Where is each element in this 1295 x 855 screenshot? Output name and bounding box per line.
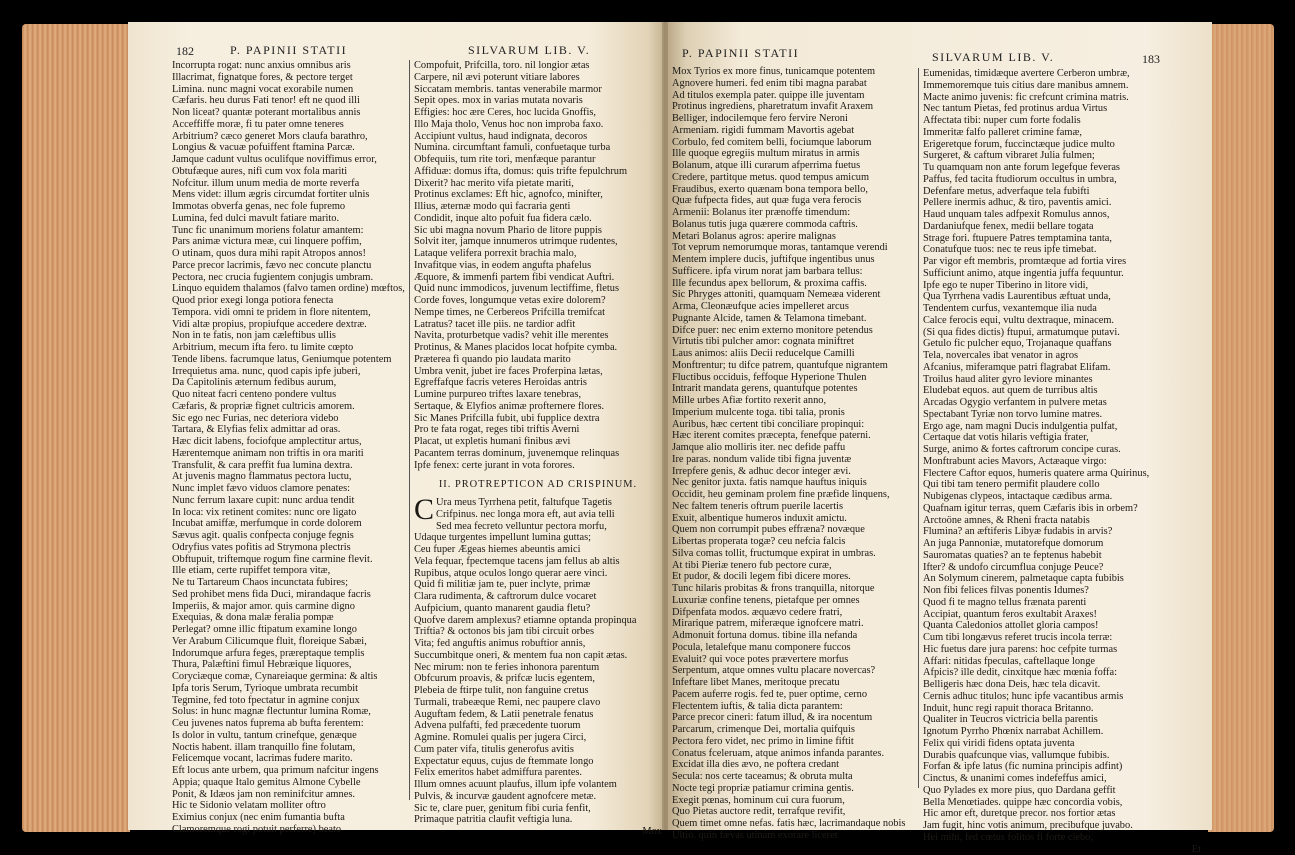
text-line: Nec mirum: non te feries inhonora parentum: [414, 662, 662, 674]
text-line: (Si qua fides dictis) ftupui, armatumque putavi.: [923, 327, 1201, 339]
left-column-1: [172, 60, 410, 812]
text-line: Bolanus tutis juga quærere commoda caftris.: [672, 219, 920, 231]
column-rule: [409, 60, 410, 800]
text-line: Pugnante Alcide, tamen & Telamona timebant.: [672, 313, 920, 325]
text-line: Quo Pietas auctore redit, terrafque revifit,: [672, 806, 920, 818]
text-line: Nubigenas clypeos, intactaque cædibus arma.: [923, 491, 1201, 503]
text-line: Libertas properata togæ? ceu nefcia falcis: [672, 536, 920, 548]
text-line: Lataque velifera porrexit brachia malo,: [414, 248, 662, 260]
text-line: Pellere inermis adhuc, & tiro, paventis amici.: [923, 197, 1201, 209]
text-line: Parce precor cineri: fatum illud, & ira nocentum: [672, 712, 920, 724]
text-line: Affari: nitidas fpeculas, caftellaque longe: [923, 656, 1201, 668]
text-line: Armenii: Bolanus iter prænoffe timendum:: [672, 207, 920, 219]
text-line: Carpere, nil ævi poterunt vitiare labores: [414, 72, 662, 84]
text-line: Mirarique patrem, miferæque ignofcere matri.: [672, 618, 920, 630]
text-line: Sed prohibet mens fida Duci, mirandaque facris: [172, 589, 410, 601]
text-line: Jam fugit, hinc votis animum, precibufque juvabo.: [923, 820, 1201, 832]
text-line: Ceu fuper Ægeas hiemes abeuntis amici: [414, 544, 662, 556]
text-line: Eft locus ante urbem, qua primum nafcitur ingens: [172, 765, 410, 777]
text-line: Incubat amiffæ, merfumque in corde dolorem: [172, 518, 410, 530]
text-line: Corde foves, longumque vetas exire dolorem?: [414, 295, 662, 307]
text-line: Obtufæque aures, nifi cum vox fola mariti: [172, 166, 410, 178]
text-line: Agmine. Romulei qualis per jugera Circi,: [414, 732, 662, 744]
text-line: Sauromatas quaties? an te feptenus habebit: [923, 550, 1201, 562]
text-line: Auribus, hæc certent tibi conciliare propinqui:: [672, 419, 920, 431]
text-line: Vidi altæ propius, propiufque accedere dextræ.: [172, 319, 410, 331]
text-line: Egreffafque facris veteres Heroidas antris: [414, 377, 662, 389]
text-line: Monftrabunt acies Mavors, Actæaque virgo:: [923, 456, 1201, 468]
book-gutter: [662, 22, 668, 830]
text-line: Non fibi felices filvas ponentis Idumes?: [923, 585, 1201, 597]
text-line: Imperiis, & major amor. quis carmine digno: [172, 601, 410, 613]
text-line: Sufficiunt animo, atque ingentia juffa fequuntur.: [923, 268, 1201, 280]
left-running-head-a: P. PAPINII STATII: [230, 43, 347, 58]
text-line: Macte animo juvenis: fic crefcunt crimina matris.: [923, 92, 1201, 104]
text-line: Cæfaris, & propriæ fignet cultricis amorem.: [172, 401, 410, 413]
text-line: Coryciæque comæ, Cynareiaque germina: & altis: [172, 671, 410, 683]
text-line: Quafnam igitur terras, quem Cæfaris ibis in orbem?: [923, 503, 1201, 515]
text-line: Secula: nos certe taceamus; & obruta multa: [672, 771, 920, 783]
text-line: Difce puer: nec enim externo monitore petendus: [672, 325, 920, 337]
text-line: Sic ego nec Furias, nec deteriora videbo: [172, 413, 410, 425]
text-line: Excidat illa dies ævo, ne poftera credant: [672, 759, 920, 771]
text-line: At tibi Pieriæ tenero fub pectore curæ,: [672, 560, 920, 572]
text-line: Compofuit, Prifcilla, toro. nil longior ætas: [414, 60, 662, 72]
text-line: Accipiunt vultus, haud indignata, decoros: [414, 131, 662, 143]
text-line: Paffus, fed tacita ftudiorum occultus in umbra,: [923, 174, 1201, 186]
text-line: Afcanius, miferamque patri flagrabat Elifam.: [923, 362, 1201, 374]
text-line: Nunc ferrum laxare cupit: nunc ardua tendit: [172, 495, 410, 507]
text-line: Conatufque tuos: nec te reus ipfe timebat.: [923, 244, 1201, 256]
text-line: Tu quamquam non ante forum legefque feveras: [923, 162, 1201, 174]
text-line: Occidit, heu geminam prolem fine præfide linquens,: [672, 489, 920, 501]
text-line: Sævus agit. qualis confpecta conjuge fegnis: [172, 530, 410, 542]
text-line: Illo Maja tholo, Venus hoc non improba faxo.: [414, 119, 662, 131]
text-line: Eximius conjux (nec enim fumantia bufta: [172, 812, 410, 824]
text-line: Fluctibus occiduis, feffoque Hyperione Thulen: [672, 372, 920, 384]
text-line: Induit, hunc regi rapuit thoraca Britanno.: [923, 703, 1201, 715]
text-line: Pacem auferre rogis. fed te, puer optime, cerno: [672, 689, 920, 701]
text-line: Pro te fata rogat, reges tibi triftis Averni: [414, 424, 662, 436]
text-line: Limina. nunc magni vocat exorabile numen: [172, 84, 410, 96]
text-line: Linquo equidem thalamos (falvo tamen ordine) mœftos,: [172, 283, 410, 295]
text-line: Eludebat equos. aut quem de turribus altis: [923, 385, 1201, 397]
text-line: Solvit iter, jamque innumeros utrimque rudentes,: [414, 236, 662, 248]
text-line: Getulo fic pulcher equo, Trojanaque quaffans: [923, 338, 1201, 350]
text-line: Agnovere humeri. fed enim tibi magna parabat: [672, 78, 920, 90]
poem-title: II. PROTREPTICON AD CRISPINUM.: [414, 479, 662, 491]
text-line: Nempe times, ne Cerbereos Prifcilla tremifcat: [414, 307, 662, 319]
text-line: Troilus haud aliter gyro leviore minantes: [923, 374, 1201, 386]
text-line: Spectabant Tyriæ non torvo lumine matres.: [923, 409, 1201, 421]
right-running-head-b: SILVARUM LIB. V.: [932, 50, 1054, 65]
text-line: Ire paras. nondum valide tibi figna juventæ: [672, 454, 920, 466]
text-line: Numina. circumftant famuli, confuetaque turba: [414, 142, 662, 154]
text-line: Quod prior exegi longa potiora fenecta: [172, 295, 410, 307]
text-line: Ver Arabum Cilicumque fluit, floreique Sabæi,: [172, 636, 410, 648]
text-line: Intrarit mandata gerens, quantufque potentes: [672, 383, 920, 395]
text-line: Tela, novercales ibat venator in agros: [923, 350, 1201, 362]
text-line: Ad titulos exempla pater. quippe ille juventam: [672, 90, 920, 102]
text-line: Quem non corrumpit pubes effræna? novæque: [672, 524, 920, 536]
text-line: Pars animæ victura meæ, cui linquere poffim,: [172, 236, 410, 248]
catchword: Et: [923, 844, 1201, 855]
text-line: Ura meus Tyrrhena petit, faltufque Tagetis: [414, 497, 662, 509]
text-line: Crifpinus. nec longa mora eft, aut avia telli: [414, 509, 662, 521]
text-line: Immeritæ falfo palleret crimine famæ,: [923, 127, 1201, 139]
text-line: Incorrupta rogat: nunc anxius omnibus aris: [172, 60, 410, 72]
text-line: Is dolor in vultu, tantum crinefque, genæque: [172, 730, 410, 742]
text-line: Invafitque vias, in eodem angufta phafelus: [414, 260, 662, 272]
text-line: Non liceat? quantæ poterant mortalibus annis: [172, 107, 410, 119]
text-line: Ignotum Pyrrho Phœnix narrabat Achillem.: [923, 726, 1201, 738]
drop-capital: C: [414, 497, 434, 523]
text-line: Turmali, trabeæque Remi, nec paupere clavo: [414, 697, 662, 709]
text-line: Æquore, & immenfi partem fibi vendicat Auftri.: [414, 272, 662, 284]
text-line: Plebeia de ftirpe tulit, non fanguine cretus: [414, 685, 662, 697]
text-line: Quanta Caledonios attollet gloria campos!: [923, 620, 1201, 632]
text-line: Non in te fatis, non jam cæleftibus ullis: [172, 330, 410, 342]
text-line: Quo Pylades ex more pius, quo Dardana geffit: [923, 785, 1201, 797]
text-line: Obfcurum proavis, & prifcæ lucis egentem,: [414, 673, 662, 685]
text-line: Defenfare metus, adverfaque tela fubifti: [923, 186, 1201, 198]
text-line: Qua Tyrrhena vadis Laurentibus æftuat unda,: [923, 291, 1201, 303]
text-line: Tendentem curfus, vexantemque ilia nuda: [923, 303, 1201, 315]
text-line: Dardaniufque fenex, medii bellare togata: [923, 221, 1201, 233]
right-folio: 183: [1142, 52, 1160, 67]
text-line: Mille urbes Afiæ fortito rexerit anno,: [672, 395, 920, 407]
text-line: Hic fuetus dare jura parens: hoc cefpite turmas: [923, 644, 1201, 656]
text-line: Jamque cadunt vultus oculifque noviffimus error,: [172, 154, 410, 166]
text-line: Tot veprum nemorumque moras, tantamque verendi: [672, 242, 920, 254]
catchword: Mox: [414, 826, 662, 838]
text-line: Corbulo, fed comitem belli, fociumque laborum: [672, 137, 920, 149]
text-line: Jamque alio molliris iter. nec defide paffu: [672, 442, 920, 454]
text-line: Transfulit, & cara preffit fua lumina dextra.: [172, 460, 410, 472]
text-line: Fraudibus, exerto quænam bona tempora bello,: [672, 184, 920, 196]
text-line: Qualiter in Teucros victricia bella parentis: [923, 714, 1201, 726]
text-line: Arma, Cleonæufque acies impelleret arcus: [672, 301, 920, 313]
text-line: Ille etiam, certe rupiffet tempora vitæ,: [172, 565, 410, 577]
text-line: Nec genitor juxta. fatis namque hauftus iniquis: [672, 477, 920, 489]
text-line: Armeniam. rigidi fummam Mavortis agebat: [672, 125, 920, 137]
text-line: Laus animos: aliis Decii reducelque Camilli: [672, 348, 920, 360]
text-line: Monftrentur; tu difce patrem, quantufque nigrantem: [672, 360, 920, 372]
text-line: Surgeret, & caftum vibraret Julia fulmen;: [923, 150, 1201, 162]
text-line: Pacantem terras dominum, juvenemque relinquas: [414, 448, 662, 460]
text-line: Rupibus, atque oculos longo querar aere vinci.: [414, 568, 662, 580]
text-line: Præterea fi quando pio laudata marito: [414, 354, 662, 366]
text-line: Quid nunc immodicos, juvenum lectiffime, fletus: [414, 283, 662, 295]
text-line: Aufpicium, quanto manarent gaudia fletu?: [414, 603, 662, 615]
text-line: Quid fi militiæ jam te, puer inclyte, primæ: [414, 579, 662, 591]
text-line: Strage fori. ftupuere Patres temptamina tanta,: [923, 233, 1201, 245]
text-line: Sertaque, & Elyfios animæ profternere flores.: [414, 401, 662, 413]
text-line: Certaque dat votis hilaris veftigia frater,: [923, 432, 1201, 444]
text-line: Parcarum, crimenque Dei, mortalia quifquis: [672, 724, 920, 736]
text-line: Infeftare libet Manes, meritoque precatu: [672, 677, 920, 689]
text-line: Advena pulfafti, fed præcedente tuorum: [414, 720, 662, 732]
text-line: Ultio. quin fævas utinam exorare liceret: [672, 830, 920, 842]
text-line: Tende libens. facrumque latus, Geniumque potentem: [172, 354, 410, 366]
text-line: Quod fi te magno tellus frænata parenti: [923, 597, 1201, 609]
text-line: Quem timet omne nefas. fatis hæc, lacrimandaque nobis: [672, 818, 920, 830]
text-line: Ifter? & undofo circumflua conjuge Peuce?: [923, 562, 1201, 574]
text-line: Affectata tibi: nuper cum forte fodalis: [923, 115, 1201, 127]
text-line: Cernis adhuc titulos; hunc ipfe vacantibus armis: [923, 691, 1201, 703]
text-line: Indorumque arfura feges, præreptaque templis: [172, 648, 410, 660]
text-line: Siccatam membris. tantas venerabile marmor: [414, 84, 662, 96]
text-line: Quofve darem amplexus? etiamne optanda propinqua: [414, 615, 662, 627]
text-line: Acceffiffe moræ, fi tu pater omne teneres: [172, 119, 410, 131]
text-line: Belligeris hæc dona Deis, hæc tela dicavit.: [923, 679, 1201, 691]
text-line: Metari Bolanus agros: aperire malignas: [672, 231, 920, 243]
text-line: Felix emeritos habet admiffura parentes.: [414, 767, 662, 779]
text-line: Affiduæ: domus ifta, domus: quis trifte fepulchrum: [414, 166, 662, 178]
right-column-1: [672, 66, 920, 818]
text-line: Tunc hilaris probitas & frons tranquilla, nitorque: [672, 583, 920, 595]
text-line: Exegit pœnas, hominum cui cura fuorum,: [672, 795, 920, 807]
text-line: Cum pater vifa, titulis generofus avitis: [414, 744, 662, 756]
text-line: Serpentum, atque omnes vultu placare novercas?: [672, 665, 920, 677]
text-line: Virtutis tibi pulcher amor: cognata miniftret: [672, 336, 920, 348]
text-line: Tegmine, fed toto fpectatur in agmine conjux: [172, 695, 410, 707]
text-line: Lumina, fed dulci mavult fatiare marito.: [172, 213, 410, 225]
text-line: Immemoremque tuis citius dare manibus amnem.: [923, 80, 1201, 92]
text-line: Sic Phryges attoniti, quamquam Nemeæa viderent: [672, 289, 920, 301]
text-line: Expectatur equus, cujus de ftemmate longo: [414, 756, 662, 768]
text-line: Appia; quaque Italo gemitus Almone Cybelle: [172, 777, 410, 789]
text-line: Sic ubi magna novum Phario de litore puppis: [414, 225, 662, 237]
text-line: Tunc fic unanimum moriens folatur amantem:: [172, 225, 410, 237]
text-line: Belliger, indocilemque fero fervire Neroni: [672, 113, 920, 125]
text-line: Noctis habent. illam tranquillo fine folutam,: [172, 742, 410, 754]
text-line: In loca: vix retinent comites: nunc ore ligato: [172, 507, 410, 519]
left-folio: 182: [176, 44, 194, 59]
text-line: O utinam, quos dura mihi rapit Atropos annos!: [172, 248, 410, 260]
text-line: Eumenidas, timidæque avertere Cerberon umbræ,: [923, 68, 1201, 80]
text-line: Odryfius vates pofitis ad Strymona plectris: [172, 542, 410, 554]
text-line: Vela fequar, fpectemque tacens jam fellus ab altis: [414, 556, 662, 568]
text-line: Auguftam fedem, & Latii penetrale fenatus: [414, 709, 662, 721]
text-line: At juvenis magno flammatus pectora luctu,: [172, 471, 410, 483]
text-line: Arbitrium? cæco generet Mors claufa barathro,: [172, 131, 410, 143]
text-line: Obftupuit, triftemque rogum fine carmine flevit.: [172, 554, 410, 566]
text-line: Luxuriæ confine tenens, pietafque per omnes: [672, 595, 920, 607]
text-line: Hæc iterent comites præcepta, fenefque paterni.: [672, 430, 920, 442]
text-line: Perlegat? omne illic ftipatum examine longo: [172, 624, 410, 636]
text-line: Ergo age, nam magni Ducis indulgentia pulfat,: [923, 421, 1201, 433]
text-line: Accipiat, quantum feros exultabit Araxes!: [923, 609, 1201, 621]
text-line: Ille quoque egregiis multum miratus in armis: [672, 148, 920, 160]
text-line: Imperium mulcente toga. tibi talia, pronis: [672, 407, 920, 419]
text-line: Arcadas Ogygio verfantem in pulvere metas: [923, 397, 1201, 409]
text-line: Hic te Sidonio velatam molliter oftro: [172, 800, 410, 812]
text-line: Ipfa toris Serum, Tyrioque umbrata recumbit: [172, 683, 410, 695]
text-line: Nec tantum Pietas, fed protinus ardua Virtus: [923, 103, 1201, 115]
text-line: Immotas obverfa genas, nec fole fupremo: [172, 201, 410, 213]
text-line: Sed mea fecreto velluntur pectora morfu,: [414, 521, 662, 533]
text-line: Qui tibi tam tenero permifit plaudere collo: [923, 479, 1201, 491]
text-line: Nunc implet fævo viduos clamore penates:: [172, 483, 410, 495]
text-line: Placat, ut expletis humani finibus ævi: [414, 436, 662, 448]
text-line: Irrequietus ama. nunc, quod capis ipfe juberi,: [172, 366, 410, 378]
text-line: Flectentem iuftis, & talia dicta parantem:: [672, 701, 920, 713]
text-line: Forfan & ipfe latus (fic numina principis adfint): [923, 761, 1201, 773]
text-line: An juga Pannoniæ, mutatorefque domorum: [923, 538, 1201, 550]
text-line: Pectora fero videt, nec primo in limine fiftit: [672, 736, 920, 748]
text-line: Hic amor eft, duretque precor. nos fortior ætas: [923, 808, 1201, 820]
text-line: Cinctus, & unanimi comes indefeffus amici,: [923, 773, 1201, 785]
text-line: Illius, æternæ modo qui facraria genti: [414, 201, 662, 213]
left-page-edges: [22, 24, 130, 832]
text-line: Nec faltem teneris oftrum puerile lacertis: [672, 501, 920, 513]
text-line: Tempora. vidi omni te pridem in flore nitentem,: [172, 307, 410, 319]
text-line: Effigies: hoc ære Ceres, hoc lucida Gnoffis,: [414, 107, 662, 119]
text-line: Hæc dicit labens, fociofque amplectitur artus,: [172, 436, 410, 448]
text-line: Pulvis, & incurvæ gaudent agnofcere metæ.: [414, 791, 662, 803]
text-line: Primaque patritia claufit veftigia luna.: [414, 814, 662, 826]
text-line: Evaluit? qui voce potes prævertere morfus: [672, 654, 920, 666]
text-line: Exequias, & dona malæ feralia pompæ: [172, 612, 410, 624]
text-line: Erigeretque forum, fuccinctæque judice multo: [923, 139, 1201, 151]
text-line: Silva comas tollit, fructumque expirat in umbras.: [672, 548, 920, 560]
text-line: Protinus exclames: Eft hic, agnofco, minifter,: [414, 189, 662, 201]
text-line: Par vigor eft membris, promtæque ad fortia vires: [923, 256, 1201, 268]
text-line: An Solymum cinerem, palmetaque capta fubibis: [923, 573, 1201, 585]
text-line: Navita, proturbetque vadis? vehit ille merentes: [414, 330, 662, 342]
text-line: Ipfe ego te nuper Tiberino in litore vidi,: [923, 280, 1201, 292]
text-line: Umbra venit, jubet ire faces Proferpina lætas,: [414, 366, 662, 378]
text-line: Felix qui viridi fidens optata juventa: [923, 738, 1201, 750]
text-line: Illum omnes acuunt plaufus, illum ipfe volantem: [414, 779, 662, 791]
text-line: Quo niteat facri centeno pondere vultus: [172, 389, 410, 401]
left-column-2: [414, 60, 662, 820]
text-line: Mens videt: illum ægris circumdat fortiter ulnis: [172, 189, 410, 201]
text-line: Sufficere. ipfa virum norat jam barbara tellus:: [672, 266, 920, 278]
text-line: Protinus ingrediens, pharetratum invafit Araxem: [672, 101, 920, 113]
text-line: Hei mihi, fed cœtus folitos fi forte ciebo,: [923, 832, 1201, 844]
text-line: Clara rudimenta, & caftrorum dulce vocaret: [414, 591, 662, 603]
text-line: Udaque turgentes impellunt lumina guttas;: [414, 532, 662, 544]
text-line: Nofcitur. illum unum media de morte reverfa: [172, 178, 410, 190]
text-line: Pocula, letalefque manu componere fuccos: [672, 642, 920, 654]
left-running-head-b: SILVARUM LIB. V.: [468, 43, 590, 58]
text-line: Sic Manes Prifcilla fubit, ubi fupplice dextra: [414, 413, 662, 425]
text-line: Sic te, clare puer, genitum fibi curia fenfit,: [414, 803, 662, 815]
text-line: Bolanum, atque illi curarum afperrima fuetus: [672, 160, 920, 172]
text-line: Tartara, & Elyfias felix admittar ad oras.: [172, 424, 410, 436]
right-page-edges: [1208, 24, 1274, 832]
text-line: Arbitrium, mecum ifta fero. tu limite cœpto: [172, 342, 410, 354]
right-running-head-a: P. PAPINII STATII: [682, 46, 799, 61]
text-line: Afpicis? ille dedit, cinxitque hæc mœnia foffa:: [923, 667, 1201, 679]
text-line: Bella Menœtiades. quippe hæc concordia vobis,: [923, 797, 1201, 809]
text-line: Condidit, inque alto pofuit fua fidera cælo.: [414, 213, 662, 225]
text-line: Conatus fceleruam, atque animos infanda parantes.: [672, 748, 920, 760]
text-line: Irrepfere genis, & adhuc decor integer ævi.: [672, 466, 920, 478]
text-line: Haud unquam tales adfpexit Romulus annos,: [923, 209, 1201, 221]
text-line: Obfequiis, tum rite tori, menfæque parantur: [414, 154, 662, 166]
text-line: Arctoöne amnes, & Rheni fracta natabis: [923, 515, 1201, 527]
text-line: Clamoremque rogi potuit perferre) beato: [172, 824, 410, 836]
text-line: Cæfaris. heu durus Fati tenor! eft ne quod illi: [172, 95, 410, 107]
text-line: Triftia? & octonos bis jam tibi circuit orbes: [414, 626, 662, 638]
text-line: Exuit, albentique humeros induxit amictu.: [672, 513, 920, 525]
text-line: Hærentemque animam non triftis in ora mariti: [172, 448, 410, 460]
text-line: Felicemque vocant, lacrimas fudere marito.: [172, 753, 410, 765]
text-line: Mox Tyrios ex more finus, tunicamque potentem: [672, 66, 920, 78]
text-line: Thura, Palæftini fimul Hebræique liquores,: [172, 659, 410, 671]
text-line: Nocte tegi propriæ patiamur crimina gentis.: [672, 783, 920, 795]
text-line: Latratus? tacet ille piis. ne tardior adfit: [414, 319, 662, 331]
text-line: Durabis quafcunque vias, vallumque fubibis.: [923, 750, 1201, 762]
text-line: Admonuit fortuna domus. tibine illa nefanda: [672, 630, 920, 642]
text-line: Protinus, & Manes placidos locat hofpite cymba.: [414, 342, 662, 354]
text-line: Pectora, nec crucia fugientem conjugis umbram.: [172, 272, 410, 284]
text-line: Surge, animo & fortes caftrorum concipe curas.: [923, 444, 1201, 456]
text-line: Solus: in hunc magnæ flectuntur lumina Romæ,: [172, 706, 410, 718]
text-line: Mentem implere ducis, juftifque ingentibus unus: [672, 254, 920, 266]
text-line: Flumina? an æftiferis Libyæ fudabis in arvis?: [923, 526, 1201, 538]
text-line: Flectere Caftor equos, humeris quatere arma Quirinus,: [923, 468, 1201, 480]
text-line: Credere, partitque metus. quod tempus amicum: [672, 172, 920, 184]
text-line: Cum tibi longævus referet trucis incola terræ:: [923, 632, 1201, 644]
text-line: Calce ferocis equi, vultu dextraque, minacem.: [923, 315, 1201, 327]
text-line: Ille fecundus apex bellorum, & proxima caffis.: [672, 278, 920, 290]
text-line: Ceu juvenes natos fuprema ab bufta ferentem:: [172, 718, 410, 730]
text-line: Illacrimat, fignatque fores, & pectore terget: [172, 72, 410, 84]
text-line: Ne tu Tartareum Chaos incunctata fubires;: [172, 577, 410, 589]
text-line: Sepit opes. mox in varias mutata novaris: [414, 95, 662, 107]
text-line: Ipfe fenex: certe jurant in vota forores.: [414, 460, 662, 472]
text-line: Dixerit? hac merito vifa pietate mariti,: [414, 178, 662, 190]
text-line: Vita; fed anguftis animus robuftior annis,: [414, 638, 662, 650]
text-line: Longius & vacuæ pofuiffent ftamina Parcæ.: [172, 142, 410, 154]
text-line: Succumbitque oneri, & mentem fua non capit ætas.: [414, 650, 662, 662]
column-rule: [918, 68, 919, 788]
right-column-2: [923, 68, 1201, 820]
text-line: Ponit, & Idæos jam non reminifcitur amnes.: [172, 789, 410, 801]
text-line: Da Capitolinis æternum fedibus aurum,: [172, 377, 410, 389]
text-line: Lumine purpureo triftes laxare tenebras,: [414, 389, 662, 401]
text-line: Quæ fufpecta fides, aut quæ fuga vera ferocis: [672, 195, 920, 207]
text-line: Difpenfata modos. æquævo cedere fratri,: [672, 607, 920, 619]
text-line: Parce precor lacrimis, fævo nec concute planctu: [172, 260, 410, 272]
text-line: Et pudor, & docili legem fibi dicere mores.: [672, 571, 920, 583]
